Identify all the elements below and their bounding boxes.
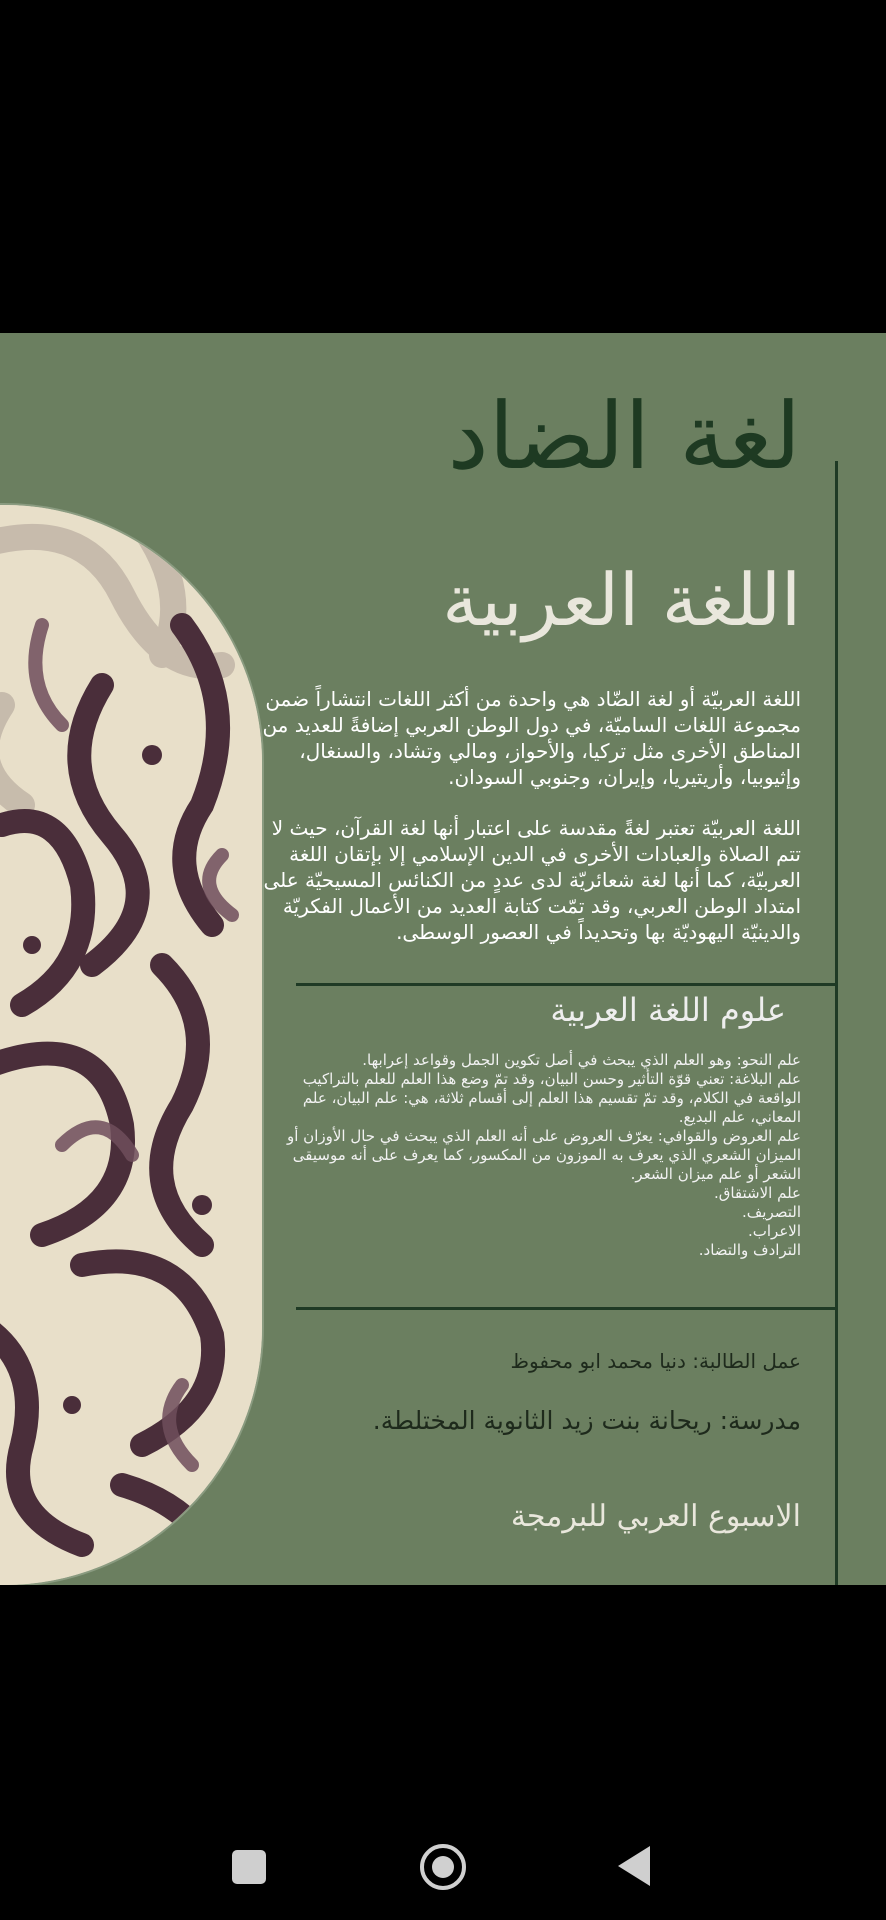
sciences-title: علوم اللغة العربية bbox=[550, 991, 786, 1029]
science-item: الترادف والتضاد. bbox=[698, 1241, 801, 1259]
sacred-paragraph: اللغة العربيّة تعتبر لغةً مقدسة على اعتبار أنها لغة القرآن، حيث لا تتم الصلاة والعبادات الأخرى في الدين الإسلامي إلا بإتقان اللغة العربيّة، كما أنها لغة شعائريّة لدى عددٍ من الكنائس المسيحيّة على امتداد الوطن العربي، وقد تمّت كتابة العديد من الأعمال الفكريّة والدينيّة اليهوديّة بها وتحديداً في العصور الوسطى. bbox=[263, 816, 801, 944]
poster bbox=[0, 333, 886, 1585]
science-item: علم البلاغة: تعني قوّة التأثير وحسن البيان، وقد تمّ وضع هذا العلم للعلم بالتراكيب الواقعة في الكلام، وقد تمّ تقسيم هذا العلم إلى أقسام ثلاثة، هي: علم البيان، علم المعاني، علم البديع. bbox=[302, 1070, 801, 1126]
intro-paragraph: اللغة العربيّة أو لغة الضّاد هي واحدة من أكثر اللغات انتشاراً ضمن مجموعة اللغات الساميّة، في دول الوطن العربي إضافةً للعديد من المناطق الأخرى مثل تركيا، والأحواز، ومالي وتشاد، والسنغال، وإثيوبيا، وأريتيريا، وإيران، وجنوبي السودان. bbox=[262, 687, 801, 789]
vertical-divider bbox=[835, 461, 838, 1585]
circle-home-icon[interactable] bbox=[420, 1844, 466, 1890]
sub-title: اللغة العربية bbox=[442, 558, 801, 642]
main-title: لغة الضاد bbox=[447, 383, 801, 490]
science-item: علم العروض والقوافي: يعرّف العروض على أنه العلم الذي يبحث في حال الأوزان أو الميزان الشعري الذي يعرف به الموزون من المكسور، كما يعرف على أنه موسيقى الشعر أو علم ميزان الشعر. bbox=[287, 1127, 801, 1183]
divider-1 bbox=[296, 983, 836, 986]
sciences-list bbox=[261, 1051, 801, 1260]
divider-2 bbox=[296, 1307, 836, 1310]
science-item: علم الاشتقاق. bbox=[713, 1184, 801, 1202]
student-credit: عمل الطالبة: دنيا محمد ابو محفوظ bbox=[510, 1349, 801, 1373]
science-item: التصريف. bbox=[741, 1203, 801, 1221]
science-item: الاعراب. bbox=[747, 1222, 801, 1240]
school-name: مدرسة: ريحانة بنت زيد الثانوية المختلطة. bbox=[372, 1406, 801, 1435]
triangle-back-icon[interactable] bbox=[618, 1846, 650, 1886]
science-item: علم النحو: وهو العلم الذي يبحث في أصل تكوين الجمل وقواعد إعرابها. bbox=[362, 1051, 801, 1069]
square-recents-icon[interactable] bbox=[232, 1850, 266, 1884]
event-name: الاسبوع العربي للبرمجة bbox=[510, 1499, 801, 1534]
calligraphy-artwork bbox=[0, 503, 264, 1585]
